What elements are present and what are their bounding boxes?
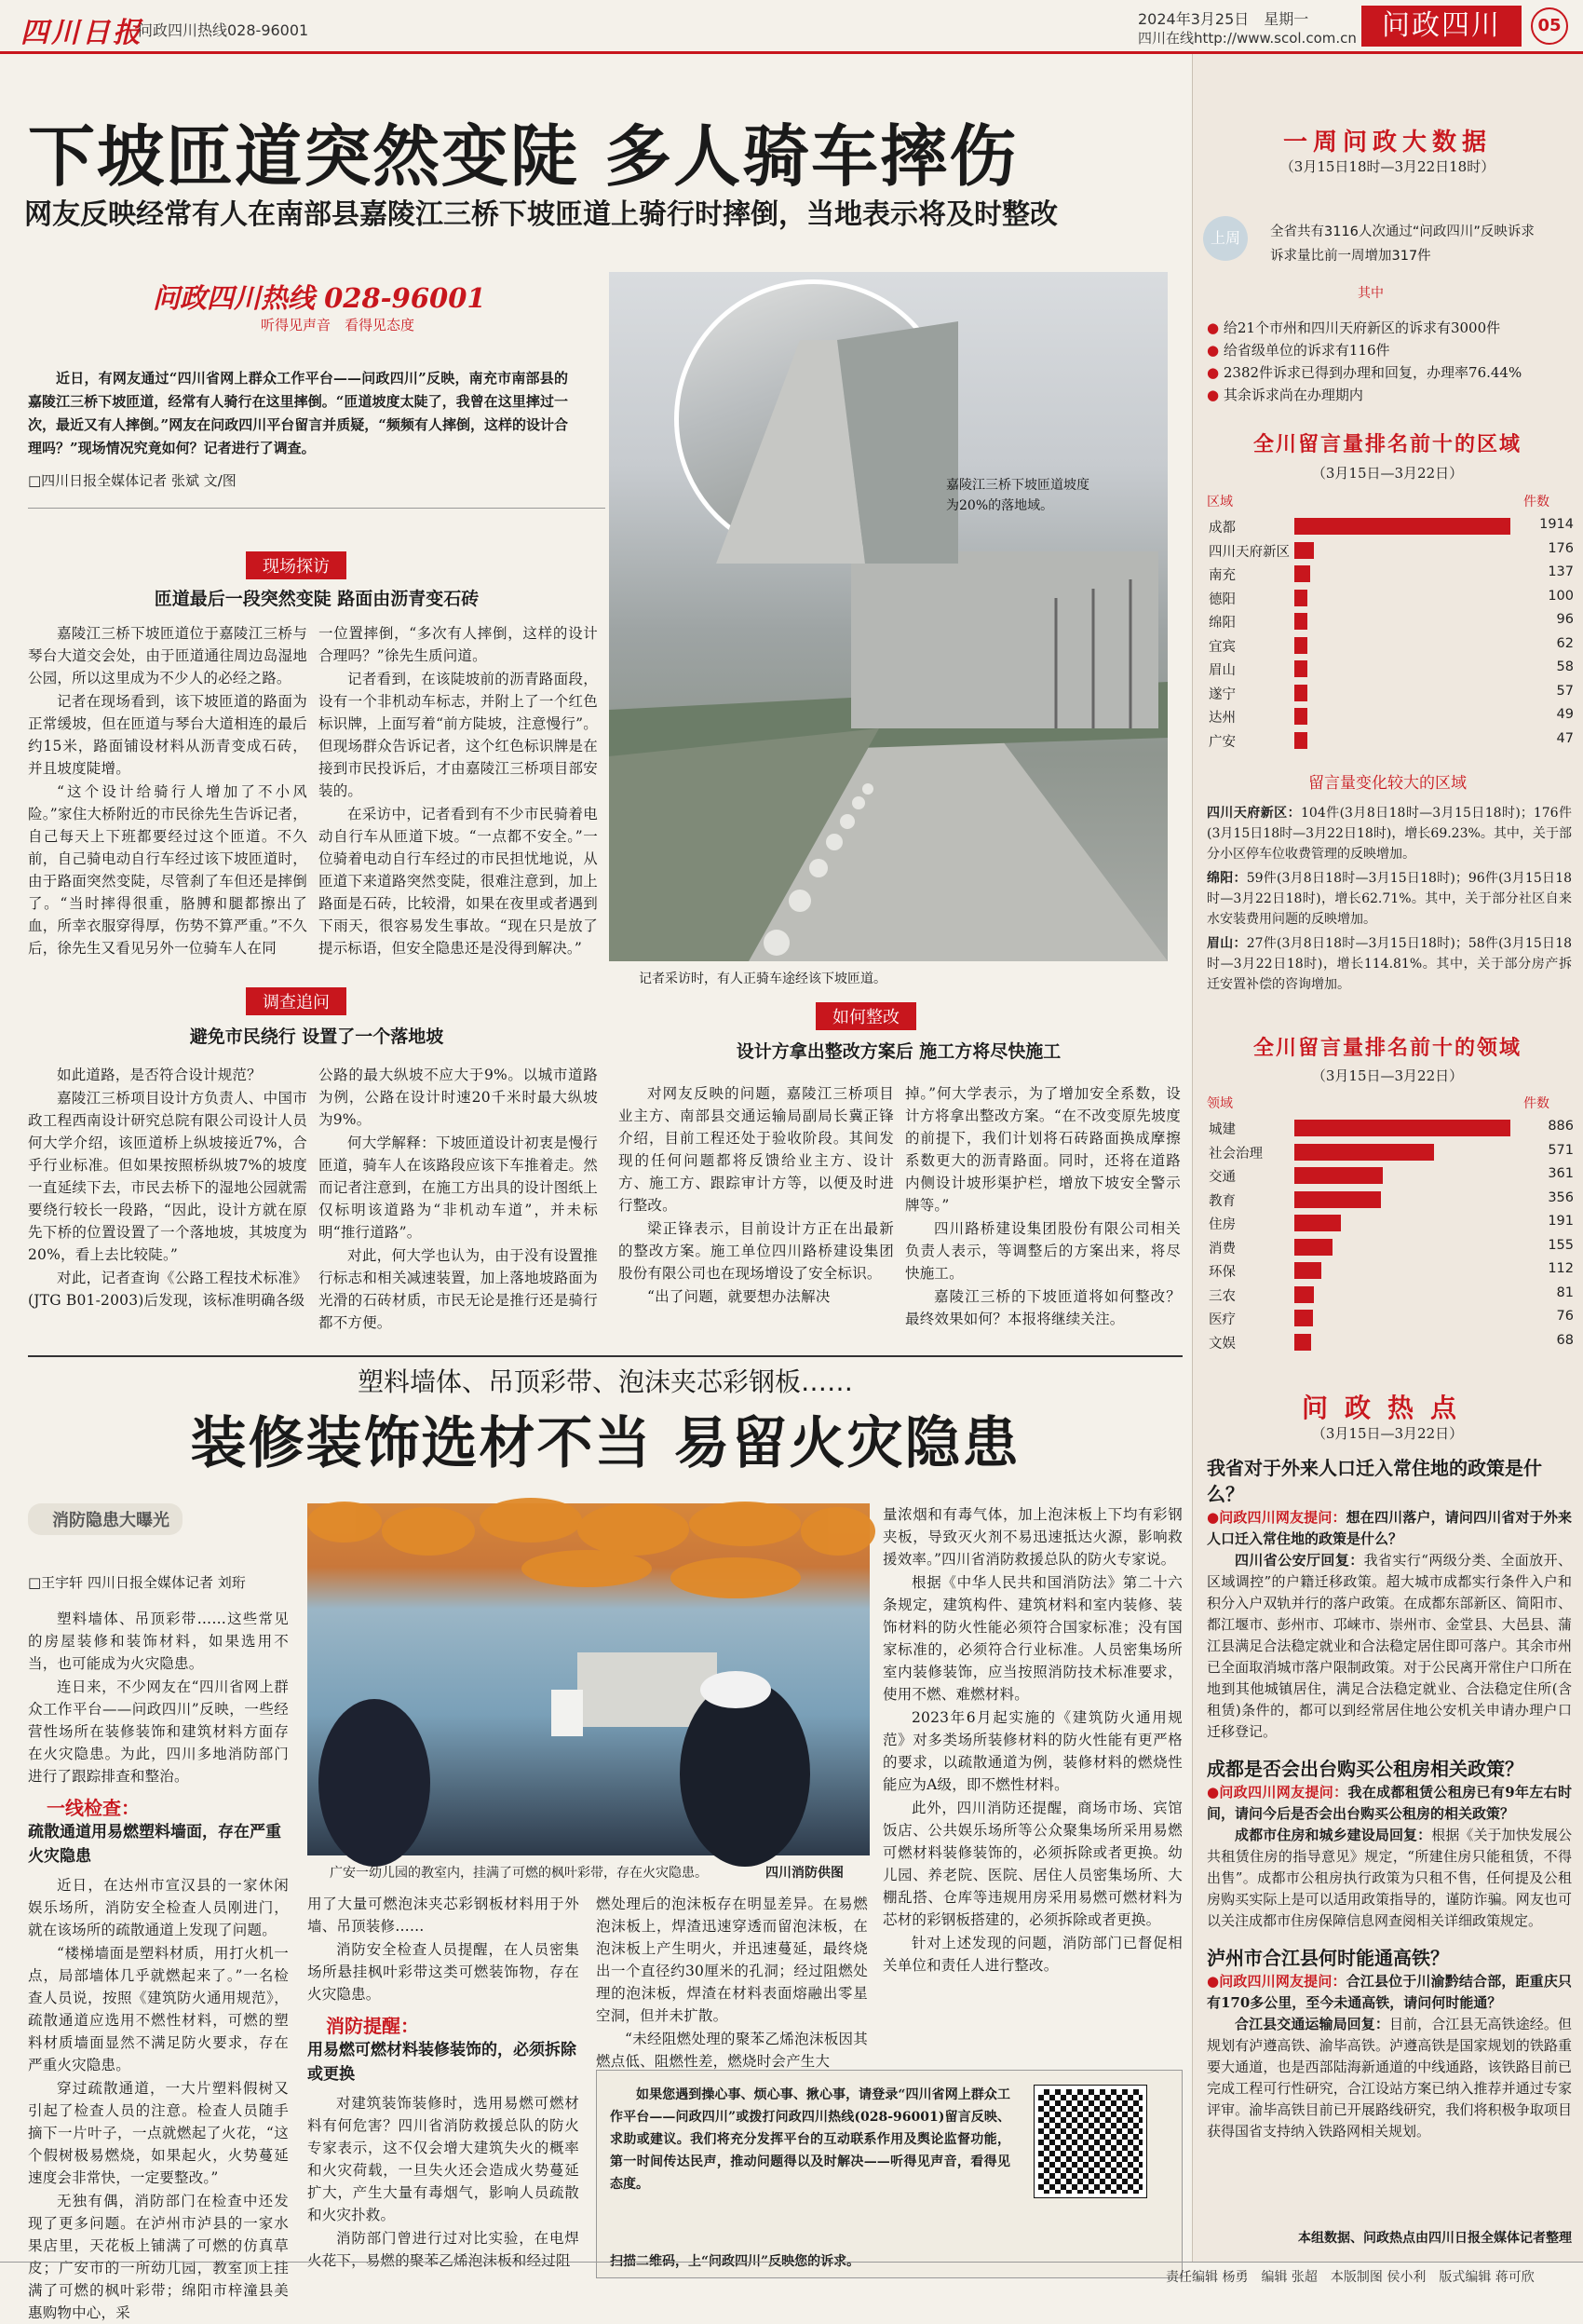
bar-row xyxy=(1209,657,1574,681)
bar-row xyxy=(1209,1188,1574,1212)
paragraph: 塑料墙体、吊顶彩带……这些常见的房屋装修和装饰材料，如果选用不当，也可能成为火灾隐患。 xyxy=(28,1610,289,1672)
paragraph: 无独有偶，消防部门在检查中还发现了更多问题。在泸州市泸县的一家水果店里，天花板上铺满了可燃的仿真草皮；广安市的一所幼儿园，教室顶上挂满了可燃的枫叶彩带；绵阳市梓潼县美惠购物中心，采 xyxy=(28,2193,289,2321)
article2-col4 xyxy=(883,1503,1183,2066)
hot-question-text: 我在成都租赁公租房已有9年左右时间，请问今后是否会出台购买公租房的相关政策？ xyxy=(1207,1784,1572,1822)
paragraph: 记者看到，在该陡坡前的沥青路面段，设有一个非机动车标志，并附上了一个红色标识牌，上面写着“前方陡坡，注意慢行”。但现场群众告诉记者，这个红色标识牌是在接到市民投诉后，才由嘉陵江三桥项目部安装的。 xyxy=(318,671,598,799)
paragraph: 用了大量可燃泡沫夹芯彩钢板材料用于外墙、吊顶装修…… xyxy=(307,1896,579,1935)
last-week-badge: 上周 xyxy=(1203,216,1248,261)
bar-category-label: 三农 xyxy=(1209,1288,1236,1304)
paragraph: 记者在现场看到，该下坡匝道的路面为正常缓坡，但在匝道与琴台大道相连的最后约15米，路面铺设材料从沥青变成石砖，并且坡度陡增。 xyxy=(28,693,307,777)
bar-category-label: 消费 xyxy=(1209,1241,1236,1257)
article1-headline: 下坡匝道突然变陡 多人骑车摔伤 xyxy=(28,117,1019,196)
bar-value-label: 49 xyxy=(1556,707,1574,722)
hot-question-text: 合江县位于川渝黔结合部，距重庆只有170多公里，至今未通高铁，请问何时能通？ xyxy=(1207,1973,1572,2011)
change-item xyxy=(1207,803,1572,864)
paragraph: “这个设计给骑行人增加了不小风险。”家住大桥附近的市民徐先生告诉记者，自己每天上下班都要经过这个匝道。不久前，自己骑电动自行车经过该下坡匝道时，由于路面突然变陡，尽管刹了车但还是摔倒了。“当时摔得很重，胳膊和腿都擦出了血，所幸衣服穿得厚，伤势不算严重。”不久后，徐先生又看见另外一位骑车人在同 xyxy=(28,783,307,957)
region-chart xyxy=(1209,514,1574,756)
paragraph: 对建筑装饰装修时，选用易燃可燃材料有何危害？四川省消防救援总队的防火专家表示，这不仅会增大建筑失火的概率和火灾荷载，一旦失火还会造成火势蔓延扩大，产生大量有毒烟气，影响人员疏散和火灾扑救。 xyxy=(307,2095,579,2223)
bullet-dot: ● xyxy=(1207,342,1224,359)
bar xyxy=(1294,1334,1311,1351)
bar-category-label: 达州 xyxy=(1209,711,1236,726)
section3-tag-wrap xyxy=(816,1002,916,1030)
change-name: 绵阳： xyxy=(1207,871,1247,886)
section1-heading: 匝道最后一段突然变陡 路面由沥青变石砖 xyxy=(154,589,480,609)
bar xyxy=(1294,708,1307,725)
bar-category-label: 眉山 xyxy=(1209,663,1236,678)
bullet-item xyxy=(1207,339,1570,361)
section2-heading: 避免市民绕行 设置了一个落地坡 xyxy=(189,1026,444,1047)
bar-value-label: 356 xyxy=(1548,1189,1574,1205)
bullet-text: 给省级单位的诉求有116件 xyxy=(1223,342,1390,359)
field-col-left: 领域 xyxy=(1207,1096,1233,1111)
bar-row xyxy=(1209,586,1574,610)
bar xyxy=(1294,1310,1313,1326)
qr-code xyxy=(1035,2086,1146,2197)
bar-category-label: 文娱 xyxy=(1209,1336,1236,1352)
bar-row xyxy=(1209,562,1574,586)
bullet-dot: ● xyxy=(1207,364,1224,381)
footer-credits: 责任编辑 杨勇 编辑 张超 本版制图 侯小利 版式编辑 蒋可欣 xyxy=(1166,2270,1535,2285)
section1-col1 xyxy=(28,622,307,995)
bar-value-label: 155 xyxy=(1548,1237,1574,1253)
article2-photo xyxy=(307,1503,870,1855)
bar-category-label: 德阳 xyxy=(1209,591,1236,607)
paragraph: 穿过疏散通道，一大片塑料假树又引起了检查人员的注意。检查人员随手摘下一片叶子，一点就燃起了火花，“这个假树极易燃烧，如果起火，火势蔓延速度会非常快，一定要整改。” xyxy=(28,2080,289,2186)
bar-row xyxy=(1209,633,1574,658)
bar-category-label: 环保 xyxy=(1209,1265,1236,1280)
bar-category-label: 遂宁 xyxy=(1209,686,1236,702)
region-chart-title: 全川留言量排名前十的区域 xyxy=(1252,433,1522,456)
masthead xyxy=(0,0,1583,54)
sub1-heading: 疏散通道用易燃塑料墙面，存在严重火灾隐患 xyxy=(28,1823,281,1866)
article2-kicker: 塑料墙体、吊顶彩带、泡沫夹芯彩钢板…… xyxy=(357,1366,853,1397)
hot-item xyxy=(1207,1455,1572,1743)
divider xyxy=(28,508,605,509)
hot-question xyxy=(1207,1507,1572,1550)
bar-row xyxy=(1209,1163,1574,1188)
bar xyxy=(1294,565,1310,582)
bar-row xyxy=(1209,1116,1574,1140)
change-text: 27件(3月8日18时—3月15日18时)；58件(3月15日18时—3月22日18时)，增长114.81%。其中，关于部分房产拆迁安置补偿的咨询增加。 xyxy=(1207,936,1573,992)
paragraph: 嘉陵江三桥的下坡匝道将如何整改？最终效果如何？本报将继续关注。 xyxy=(905,1288,1181,1327)
paragraph: 针对上述发现的问题，消防部门已督促相关单位和责任人进行整改。 xyxy=(883,1935,1183,1974)
section1-tag: 现场探访 xyxy=(246,551,346,579)
promo-scan-text: 扫描二维码，上“问政四川”反映您的诉求。 xyxy=(610,2254,860,2269)
footer xyxy=(0,2262,1583,2286)
hot-answer xyxy=(1207,1550,1572,1743)
change-text: 104件(3月8日18时—3月15日18时)；176件(3月15日18时—3月22日18时)，增长69.23%。其中，关于部分小区停车位收费管理的反映增加。 xyxy=(1207,806,1572,862)
paragraph: 连日来，不少网友在“四川省网上群众工作平台——问政四川”反映，一些经营性场所在装修装饰和建筑材料方面存在火灾隐患。为此，四川多地消防部门进行了跟踪排查和整治。 xyxy=(28,1678,289,1785)
bar xyxy=(1294,613,1307,630)
paragraph: 近日，在达州市宣汉县的一家休闲娱乐场所，消防安全检查人员刚进门，就在该场所的疏散通道上发现了问题。 xyxy=(28,1877,289,1938)
bar-row xyxy=(1209,681,1574,705)
bar-value-label: 571 xyxy=(1548,1142,1574,1158)
article1-photo xyxy=(609,272,1168,961)
sub2-label: 消防提醒： xyxy=(326,2015,419,2037)
bullet-item xyxy=(1207,317,1570,339)
bar-value-label: 68 xyxy=(1556,1332,1574,1348)
bar-category-label: 住房 xyxy=(1209,1217,1236,1232)
bar-value-label: 47 xyxy=(1556,730,1574,746)
section2-col1 xyxy=(28,1064,307,1377)
article1-subheadline: 网友反映经常有人在南部县嘉陵江三桥下坡匝道上骑行时摔倒，当地表示将及时整改 xyxy=(24,198,1058,231)
bar-category-label: 交通 xyxy=(1209,1170,1236,1185)
paragraph: 四川路桥建设集团股份有限公司相关负责人表示，等调整后的方案出来，将尽快施工。 xyxy=(905,1220,1181,1282)
bar xyxy=(1294,1167,1383,1184)
change-title: 留言量变化较大的区域 xyxy=(1308,774,1467,793)
bar-row xyxy=(1209,1211,1574,1235)
bar-value-label: 1914 xyxy=(1539,517,1574,532)
divider xyxy=(28,1355,1183,1357)
sub2-heading: 用易燃可燃材料装修装饰的，必须拆除或更换 xyxy=(307,2041,576,2084)
masthead-date: 2024年3月25日 星期一 xyxy=(1138,10,1309,28)
bar-row xyxy=(1209,1235,1574,1259)
paragraph: 一位置摔倒，“多次有人摔倒，这样的设计合理吗？”徐先生质问道。 xyxy=(318,625,598,664)
section1-tag-wrap xyxy=(246,551,346,579)
article2-col1 xyxy=(28,1608,289,2321)
paragraph: “出了问题，就要想办法解决 xyxy=(647,1288,831,1305)
change-text: 59件(3月8日18时—3月15日18时)；96件(3月15日18时—3月22日18时)，增长62.71%。其中，关于部分社区自来水安装费用问题的反映增加。 xyxy=(1207,871,1573,927)
bar-row xyxy=(1209,728,1574,753)
paragraph: 此外，四川消防还提醒，商场市场、宾馆饭店、公共娱乐场所等公众聚集场所采用易燃可燃材料装修装饰的，必须拆除或者更换。幼儿园、养老院、医院、居住人员密集场所、大棚乱搭、仓库等违规用房采用易燃可燃材料为芯材的彩钢板搭建的，必须拆除或者更换。 xyxy=(883,1800,1183,1928)
paragraph: 燃处理后的泡沫板存在明显差异。在易燃泡沫板上，焊渣迅速穿透而留泡沫板，在泡沫板上产生明火，并迅速蔓延，最终烧出一个直径约30厘米的孔洞；经过阻燃处理的泡沫板，焊渣在材料表面熔融出零星空洞，但并未扩散。 xyxy=(596,1896,868,2024)
bar-row xyxy=(1209,1258,1574,1283)
bar-value-label: 76 xyxy=(1556,1309,1574,1324)
bar-row xyxy=(1209,1140,1574,1164)
hot-answer xyxy=(1207,1825,1572,1932)
bar-category-label: 社会治理 xyxy=(1209,1146,1263,1162)
paragraph: 如此道路，是否符合设计规范？ xyxy=(57,1067,262,1083)
bullet-text: 其余诉求尚在办理期内 xyxy=(1223,387,1363,403)
bar xyxy=(1294,660,1307,677)
inset-ramp xyxy=(679,284,958,564)
bar-value-label: 886 xyxy=(1548,1119,1574,1134)
section2-col2 xyxy=(318,1064,598,1377)
hot-answer-label: 四川省公安厅回复： xyxy=(1235,1552,1364,1569)
masthead-hotline: 问政四川热线028-96001 xyxy=(138,21,309,39)
region-col-right: 件数 xyxy=(1523,495,1549,510)
hot-question-label: ●问政四川网友提问： xyxy=(1207,1509,1346,1526)
bar-category-label: 医疗 xyxy=(1209,1312,1236,1327)
paragraph: 公路的最大纵坡不应大于9%。以城市道路为例，公路在设计时速20千米时最大纵坡为9%。 xyxy=(318,1067,598,1128)
bar-category-label: 成都 xyxy=(1209,521,1236,536)
bar xyxy=(1294,1286,1314,1303)
article2-col2 xyxy=(307,1893,579,2280)
bar-value-label: 112 xyxy=(1548,1261,1574,1276)
change-list xyxy=(1207,803,1572,999)
paragraph: “未经阻燃处理的聚苯乙烯泡沫板因其燃点低、阻燃性差，燃烧时会产生大 xyxy=(596,2031,868,2070)
sub1-label: 一线检查： xyxy=(47,1797,140,1819)
bar-category-label: 四川天府新区 xyxy=(1209,544,1290,560)
paragraph: 嘉陵江三桥下坡匝道位于嘉陵江三桥与琴台大道交会处，由于匝道通往周边岛湿地公园，所以这里成为不少人的必经之路。 xyxy=(28,625,307,686)
last-week-text: 全省共有3116人次通过“问政四川”反映诉求 诉求量比前一周增加317件 xyxy=(1270,224,1535,264)
article1-byline: □四川日报全媒体记者 张斌 文/图 xyxy=(28,472,237,489)
change-item xyxy=(1207,868,1572,930)
hot-answer-label: 成都市住房和城乡建设局回复： xyxy=(1235,1827,1432,1843)
hot-answer-text: 我省实行“两级分类、全面放开、区域调控”的户籍迁移政策。超大城市成都实行条件入户和积分入户双轨并行的落户政策。在成都东部新区、简阳市、都江堰市、彭州市、邛崃市、崇州市、金堂县、大邑县、蒲江县满足合法稳定就业和合法稳定居住即可落户。其余市州已全面取消城市落户限制政策。对于公民离开常住户口所在地到其他城镇居住，满足合法稳定就业、合法稳定住所(含租赁)条件的，都可以到经常居住地公安机关申请办理户口迁移登记。 xyxy=(1207,1552,1572,1740)
weekly-date: （3月15日18时—3月22日18时） xyxy=(1279,158,1495,175)
bullet-dot: ● xyxy=(1207,319,1224,336)
hot-question-label: ●问政四川网友提问： xyxy=(1207,1784,1348,1801)
bar-category-label: 广安 xyxy=(1209,734,1236,750)
hotline-banner-slogan: 听得见声音 看得见态度 xyxy=(261,317,415,333)
bar-value-label: 191 xyxy=(1548,1214,1574,1229)
paragraph: 在采访中，记者看到有不少市民骑着电动自行车从匝道下坡。“一点都不安全。”一位骑着电动自行车经过的市民担忧地说，从匝道下来道路突然变陡，很难注意到，加上路面是石砖，比较滑，如果在夜里或者遇到下雨天，很容易发生事故。“现在只是放了提示标语，但安全隐患还是没得到解决。” xyxy=(318,806,598,957)
region-chart-date: （3月15日—3月22日） xyxy=(1311,465,1464,482)
section3-heading: 设计方拿出整改方案后 施工方将尽快施工 xyxy=(736,1041,1062,1062)
bar-row xyxy=(1209,514,1574,538)
paragraph: 消防安全检查人员提醒，在人员密集场所悬挂枫叶彩带这类可燃装饰物，存在火灾隐患。 xyxy=(307,1941,579,2003)
among-label: 其中 xyxy=(1350,283,1391,302)
paragraph: 梁正锋表示，目前设计方正在出最新的整改方案。施工单位四川路桥建设集团股份有限公司也在现场增设了安全标识。 xyxy=(618,1220,894,1282)
paragraph: 对此，何大学也认为，由于没有设置推行标志和相关减速装置，加上落地坡路面为光滑的石砖材质，市民无论是推行还是骑行都不方便。 xyxy=(318,1247,598,1331)
section3-col2 xyxy=(905,1082,1181,1377)
paragraph: 根据《中华人民共和国消防法》第二十六条规定，建筑构件、建筑材料和室内装修、装饰材料的防火性能必须符合国家标准；没有国家标准的，必须符合行业标准。人员密集场所室内装修装饰，应当按照消防技术标准要求，使用不燃、难燃材料。 xyxy=(883,1574,1183,1703)
bar xyxy=(1294,518,1510,535)
promo-text: 如果您遇到操心事、烦心事、揪心事，请登录“四川省网上群众工作平台——问政四川”或拨打问政四川热线(028-96001)留言反映、求助或建议。我们将充分发挥平台的互动联系作用及舆论监督功能，第一时间传达民声，推动问题得以及时解决——听得见声音，看得见态度。 xyxy=(610,2087,1010,2192)
paragraph: 消防部门曾进行过对比实验，在电焊火花下，易燃的聚苯乙烯泡沫板和经过阻 xyxy=(307,2230,579,2269)
bar-value-label: 57 xyxy=(1556,683,1574,699)
field-chart-title: 全川留言量排名前十的领域 xyxy=(1252,1037,1522,1060)
section-name: 问政四川 xyxy=(1361,6,1522,47)
bar-category-label: 城建 xyxy=(1209,1122,1236,1137)
bar-value-label: 62 xyxy=(1556,635,1574,651)
bar-value-label: 361 xyxy=(1548,1166,1574,1181)
hot-answer-text: 目前，合江县无高铁途经。但规划有泸遵高铁、渝毕高铁。泸遵高铁是国家规划的铁路重要大通道，也是西部陆海新通道的中线通路，该铁路目前已完成工程可行性研究，合江设站方案已纳入推荐并通过专家评审。渝毕高铁目前已开展路线研究，我们将积极争取项目获得国省支持纳入铁路网相关规划。 xyxy=(1207,2016,1572,2140)
hot-question xyxy=(1207,1782,1572,1825)
classroom-illustration xyxy=(307,1503,870,1855)
change-name: 眉山： xyxy=(1207,936,1247,951)
region-col-left: 区域 xyxy=(1207,495,1233,510)
bar-value-label: 176 xyxy=(1548,540,1574,556)
field-chart xyxy=(1209,1116,1574,1358)
hot-list xyxy=(1207,1455,1572,2200)
change-name: 四川天府新区： xyxy=(1207,806,1302,821)
bar-category-label: 宜宾 xyxy=(1209,639,1236,655)
bar-category-label: 南充 xyxy=(1209,568,1236,583)
paragraph: “楼梯墙面是塑料材质，用打火机一点，局部墙体几乎就燃起来了。”一名检查人员说，按照《建筑防火通用规范》，疏散通道应选用不燃性材料，可燃的塑料材质墙面显然不满足防火要求，存在严重火灾隐患。 xyxy=(28,1945,289,2073)
bar xyxy=(1294,1239,1333,1256)
bar xyxy=(1294,542,1314,559)
article1-intro: 近日，有网友通过“四川省网上群众工作平台——问政四川”反映，南充市南部县的嘉陵江三桥下坡匝道，经常有人骑行在这里摔倒。“匝道坡度太陡了，我曾在这里摔过一次，最近又有人摔倒。”网友在问政四川平台留言并质疑，“频频有人摔倒，这样的设计合理吗？”现场情况究竟如何？记者进行了调查。 xyxy=(28,370,568,456)
hot-question-label: ●问政四川网友提问： xyxy=(1207,1973,1346,1990)
hot-answer-label: 合江县交通运输局回复： xyxy=(1235,2016,1389,2032)
article2-photo-caption: 广安一幼儿园的教室内，挂满了可燃的枫叶彩带，存在火灾隐患。 xyxy=(330,1866,708,1881)
bar-row xyxy=(1209,1330,1574,1354)
hot-item xyxy=(1207,1945,1572,2142)
bar-row xyxy=(1209,538,1574,563)
bar-value-label: 81 xyxy=(1556,1284,1574,1300)
bullet-item xyxy=(1207,361,1570,384)
sidebar-credit: 本组数据、问政热点由四川日报全媒体记者整理 xyxy=(1298,2231,1572,2246)
hot-item xyxy=(1207,1756,1572,1932)
article2-headline: 装修装饰选材不当 易留火灾隐患 xyxy=(190,1411,1021,1476)
bar-row xyxy=(1209,1283,1574,1307)
bar-row xyxy=(1209,704,1574,728)
section2-tag: 调查追问 xyxy=(246,987,346,1015)
bar-value-label: 58 xyxy=(1556,659,1574,674)
article2-photo-credit: 四川消防供图 xyxy=(765,1866,844,1881)
change-item xyxy=(1207,933,1572,995)
bar xyxy=(1294,1262,1321,1279)
bar xyxy=(1294,1191,1381,1208)
bar xyxy=(1294,637,1307,654)
promo-box xyxy=(596,2070,1183,2278)
article2-col3 xyxy=(596,1893,868,2070)
bar xyxy=(1294,732,1307,749)
section1-col2 xyxy=(318,622,598,995)
bullet-dot: ● xyxy=(1207,387,1224,403)
bar xyxy=(1294,1215,1341,1231)
paper-logo: 四川日报 xyxy=(20,17,143,49)
bar-value-label: 96 xyxy=(1556,612,1574,627)
hot-date: （3月15日—3月22日） xyxy=(1311,1425,1464,1442)
hot-question-title: 我省对于外来人口迁入常住地的政策是什么？ xyxy=(1207,1457,1542,1505)
masthead-website: 四川在线http://www.scol.com.cn xyxy=(1138,30,1357,47)
section2-tag-wrap xyxy=(246,987,346,1015)
paragraph: 对网友反映的问题，嘉陵江三桥项目业主方、南部县交通运输局副局长冀正锋介绍，目前工程还处于验收阶段。其间发现的任何问题都将反馈给业主方、设计方、施工方、跟踪审计方等，以便及时进行整改。 xyxy=(618,1085,894,1214)
hot-question xyxy=(1207,1971,1572,2014)
photo-inset-caption: 嘉陵江三桥下坡匝道坡度为20%的落地域。 xyxy=(946,478,1089,513)
hot-question-title: 泸州市合江县何时能通高铁？ xyxy=(1207,1947,1449,1969)
bar-value-label: 100 xyxy=(1548,588,1574,604)
field-chart-date: （3月15日—3月22日） xyxy=(1311,1067,1464,1084)
article2-byline: □王宇轩 四川日报全媒体记者 刘珩 xyxy=(28,1574,246,1591)
hotline-banner xyxy=(140,278,494,339)
bar-category-label: 教育 xyxy=(1209,1193,1236,1209)
paragraph: 对此，记者查询《公路工程技术标准》(JTG B01-2003)后发现，该标准明确各级 xyxy=(28,1270,307,1309)
hot-answer-text: 根据《关于加快发展公共租赁住房的指导意见》规定，“所建住房只能租赁，不得出售”。成都市公租房执行政策为只租不售，任何提及公租房购买实际上是可以适用政策指导的，谨防诈骗。网友也可以关注成都市住房保障信息网查阅相关详细政策规定。 xyxy=(1207,1827,1572,1929)
paragraph: 2023年6月起实施的《建筑防火通用规范》对多类场所装修材料的防火性能有更严格的要求，以疏散通道为例，装修材料的燃烧性能应为A级，即不燃性材料。 xyxy=(883,1709,1183,1793)
bullet-text: 2382件诉求已得到办理和回复，办理率76.44% xyxy=(1223,364,1522,381)
photo-inset xyxy=(674,279,954,559)
weekly-title: 一周问政大数据 xyxy=(1282,129,1492,156)
hot-question-title: 成都是否会出台购买公租房相关政策？ xyxy=(1207,1758,1523,1780)
page-number: 05 xyxy=(1531,7,1568,45)
paragraph: 量浓烟和有毒气体，加上泡沫板上下均有彩钢夹板，导致灭火剂不易迅速抵达火源，影响救援效率。”四川省消防救援总队的防火专家说。 xyxy=(883,1506,1183,1568)
article1-photo-caption: 记者采访时，有人正骑车途经该下坡匝道。 xyxy=(639,972,886,986)
hotline-banner-title: 问政四川热线 028-96001 xyxy=(153,282,486,314)
bar xyxy=(1294,1144,1434,1161)
section3-col1 xyxy=(618,1082,894,1377)
bar-category-label: 绵阳 xyxy=(1209,616,1236,631)
bar xyxy=(1294,590,1307,606)
hot-answer xyxy=(1207,2014,1572,2142)
paragraph: 掉。”何大学表示，为了增加安全系数，设计方将拿出整改方案。“在不改变原先坡度的前提下，我们计划将石砖路面换成摩擦系数更大的沥青路面。同时，还将在道路内侧设计坡形渠护栏，增放下坡安全警示牌等。” xyxy=(905,1085,1181,1214)
bullet-item xyxy=(1207,384,1570,406)
bullet-text: 给21个市州和四川天府新区的诉求有3000件 xyxy=(1223,319,1501,336)
bar xyxy=(1294,685,1307,701)
bullet-list xyxy=(1207,317,1570,406)
column-label: 消防隐患大曝光 xyxy=(28,1503,183,1535)
paragraph: 何大学解释：下坡匝道设计初衷是慢行匝道，骑车人在该路段应该下车推着走。然而记者注意到，在施工方出具的设计图纸上仅标明该道路为“非机动车道”，并未标明“推行道路”。 xyxy=(318,1135,598,1241)
field-col-right: 件数 xyxy=(1523,1096,1549,1111)
bar-row xyxy=(1209,609,1574,633)
section3-tag: 如何整改 xyxy=(816,1002,916,1030)
hot-question-text: 想在四川落户，请问四川省对于外来人口迁入常住地的政策是什么？ xyxy=(1207,1509,1572,1547)
bar xyxy=(1294,1120,1510,1136)
bar-row xyxy=(1209,1306,1574,1330)
bar-value-label: 137 xyxy=(1548,564,1574,579)
hot-title: 问政热点 xyxy=(1301,1393,1473,1423)
paragraph: 嘉陵江三桥项目设计方负责人、中国市政工程西南设计研究总院有限公司设计人员何大学介绍，该匝道桥上纵坡接近7%，合乎行业标准。但如果按照桥纵坡7%的坡度一直延续下去，市民去桥下的湿地公园就需要绕行较长一段路，“因此，设计方就在原先下桥的位置设置了一个落地坡，其坡度为20%，看上去比较陡。” xyxy=(28,1090,307,1263)
